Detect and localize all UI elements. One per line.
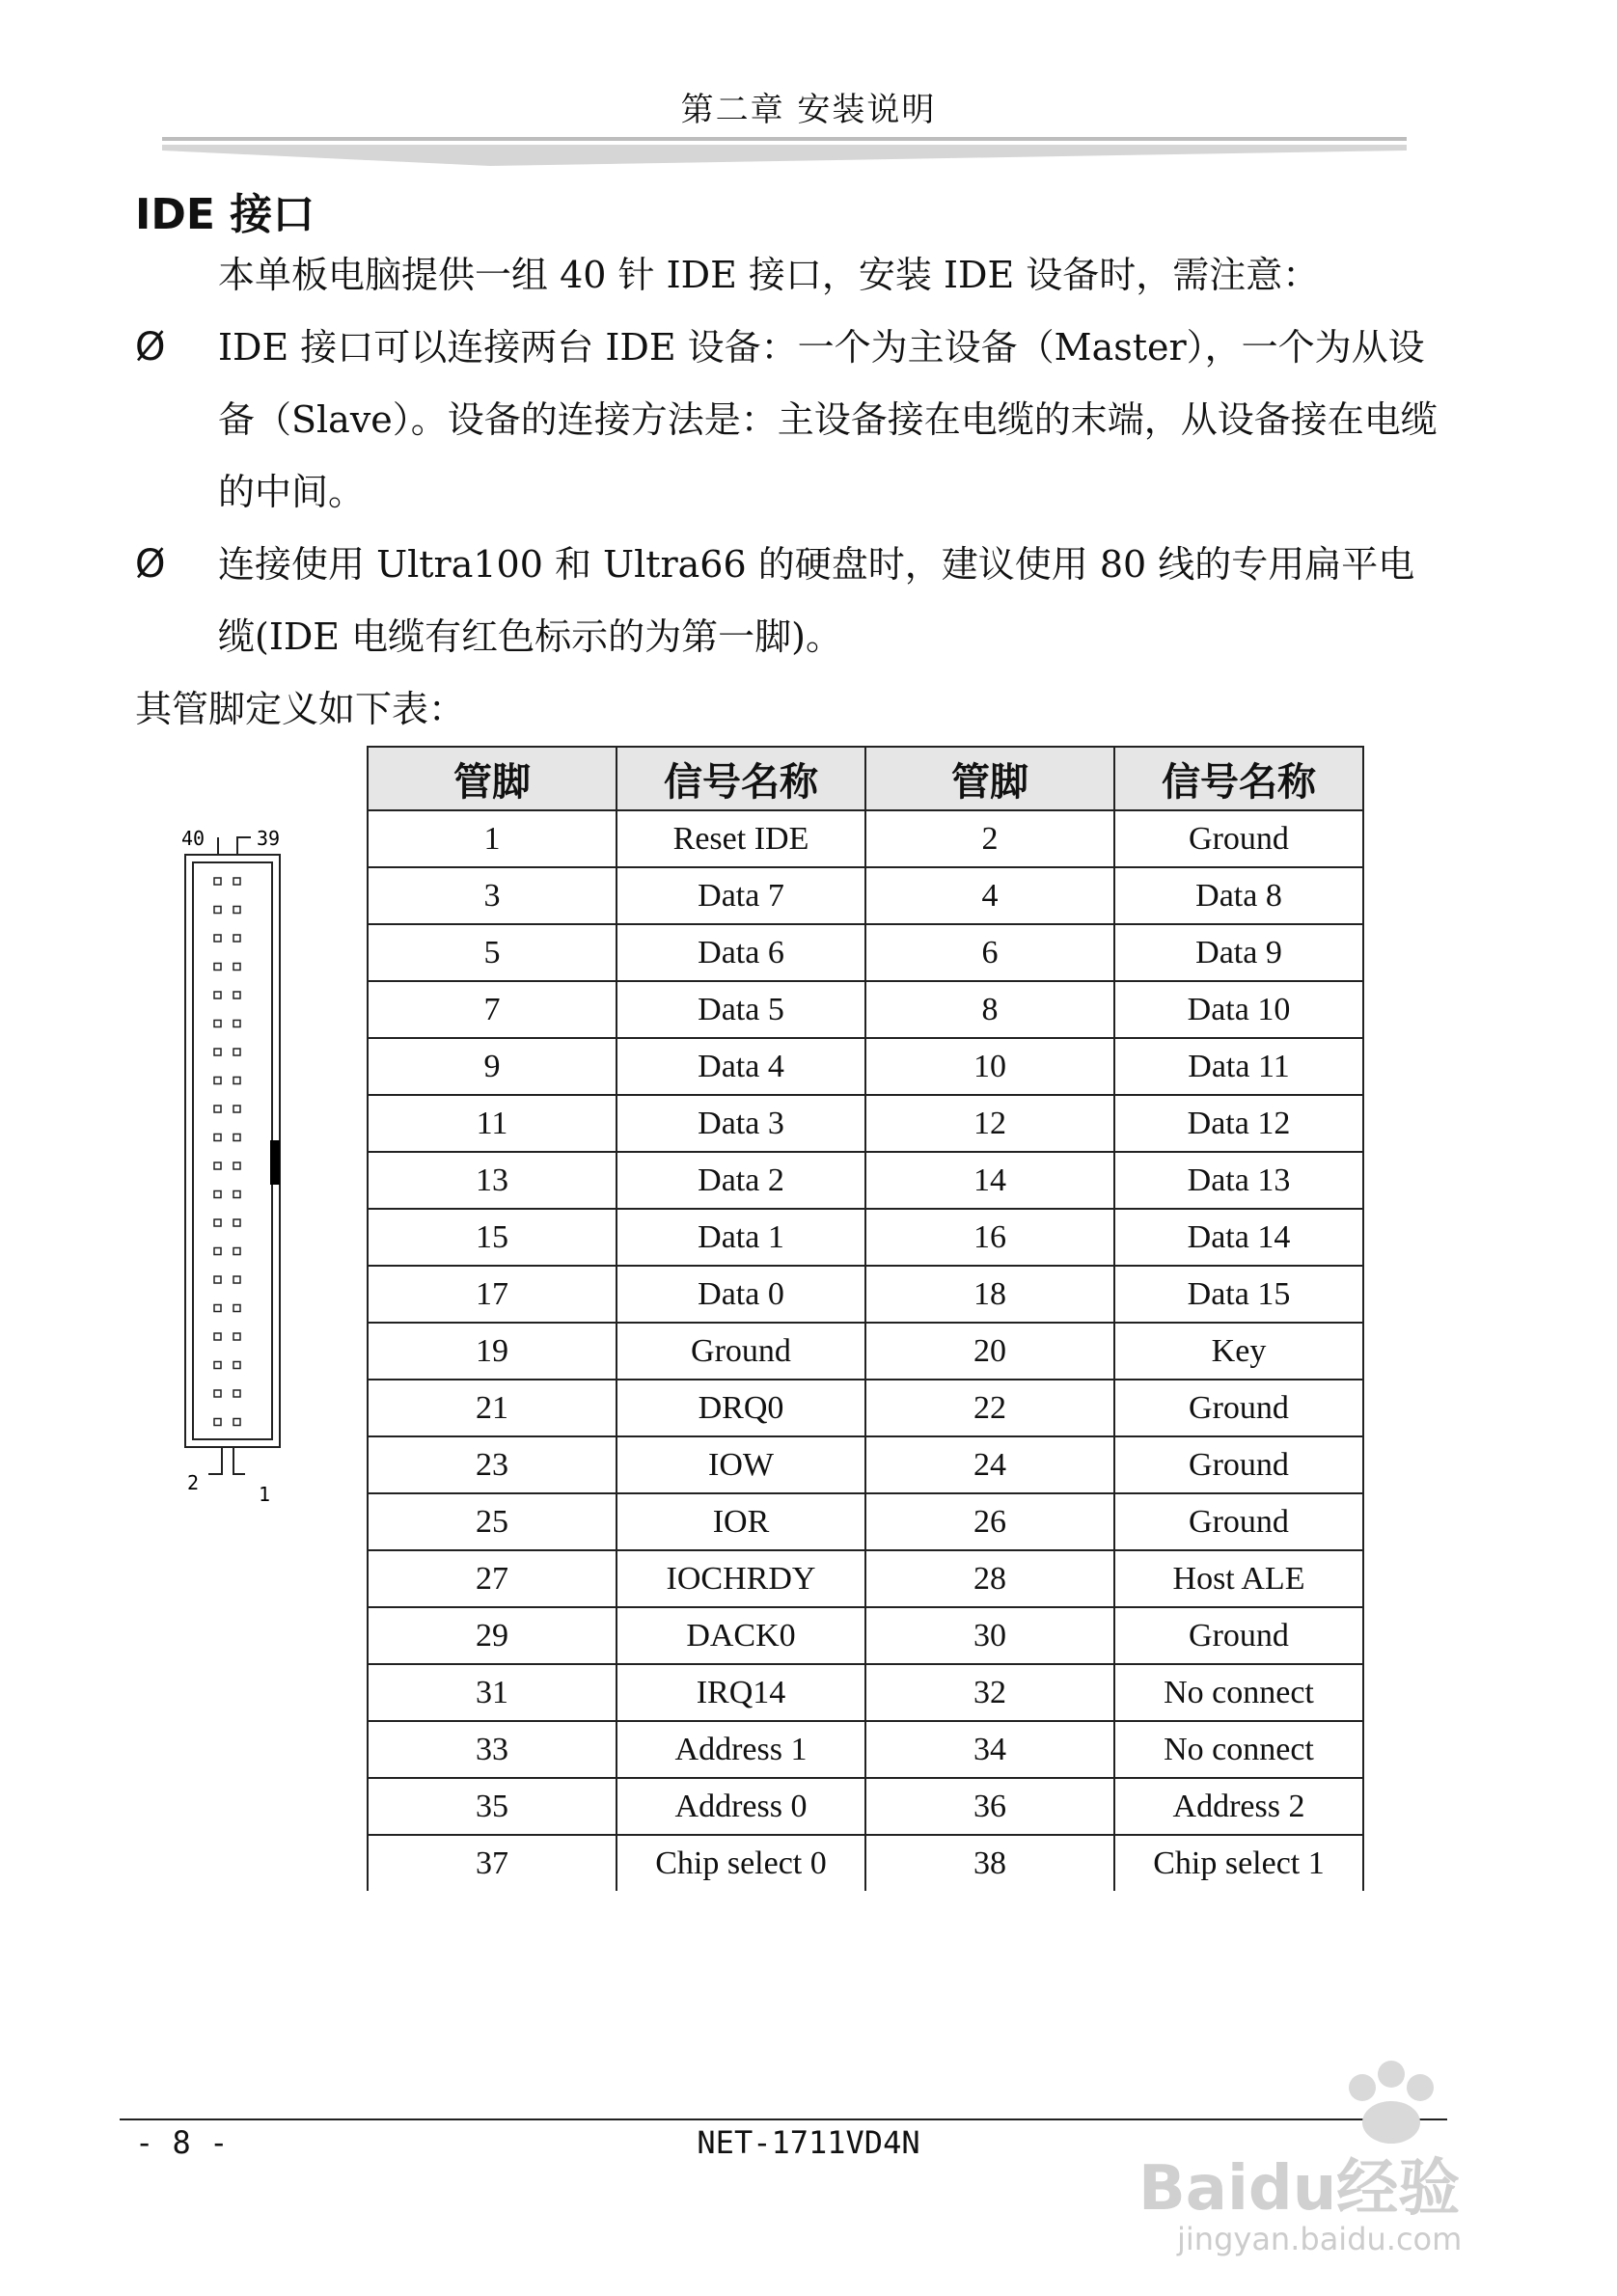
- signal-name-cell: Ground: [1114, 1436, 1363, 1493]
- pin-square: [233, 1248, 240, 1255]
- pin-number-cell: 34: [865, 1721, 1114, 1778]
- signal-name-cell: Data 5: [617, 981, 865, 1038]
- table-row: [368, 1607, 1363, 1664]
- pin-square: [233, 878, 240, 885]
- bullet-icon: Ø: [135, 542, 166, 587]
- signal-name-cell: Key: [1114, 1323, 1363, 1380]
- signal-name-cell: IOCHRDY: [617, 1550, 865, 1607]
- header-divider: [162, 137, 1407, 168]
- pin-square: [214, 1134, 221, 1141]
- pin-square: [214, 964, 221, 970]
- pin-number-cell: 9: [368, 1038, 617, 1095]
- paw-toe: [1407, 2074, 1434, 2101]
- signal-name-cell: Chip select 0: [617, 1835, 865, 1891]
- signal-name-cell: Data 1: [617, 1209, 865, 1266]
- pin-square: [214, 1419, 221, 1426]
- pin-square: [233, 1191, 240, 1198]
- pin-number-cell: 35: [368, 1778, 617, 1835]
- table-row: [368, 1209, 1363, 1266]
- connector-key-notch: [270, 1140, 280, 1185]
- signal-name-cell: Address 1: [617, 1721, 865, 1778]
- pin-square: [233, 1134, 240, 1141]
- bullet-text: IDE 接口可以连接两台 IDE 设备：一个为主设备（Master），一个为从设备（Slave）。设备的连接方法是：主设备接在电缆的末端，从设备接在电缆的中间。: [218, 326, 1438, 513]
- pin-square: [233, 1021, 240, 1027]
- table-row: [368, 1323, 1363, 1380]
- pin-label-1: 1: [259, 1483, 271, 1506]
- pin-number-cell: 10: [865, 1038, 1114, 1095]
- table-intro: 其管脚定义如下表：: [135, 688, 466, 730]
- pin-square: [233, 1219, 240, 1226]
- pin-number-cell: 19: [368, 1323, 617, 1380]
- signal-name-cell: Data 10: [1114, 981, 1363, 1038]
- pin-label-2: 2: [187, 1471, 200, 1494]
- pin-number-cell: 30: [865, 1607, 1114, 1664]
- pin-number-cell: 6: [865, 924, 1114, 981]
- pin-number-cell: 3: [368, 867, 617, 924]
- pin-square: [233, 1362, 240, 1369]
- table-row: [368, 1778, 1363, 1835]
- pin-number-cell: 1: [368, 810, 617, 867]
- signal-name-cell: Chip select 1: [1114, 1835, 1363, 1891]
- pin-number-cell: 24: [865, 1436, 1114, 1493]
- signal-name-cell: No connect: [1114, 1721, 1363, 1778]
- header-pin: 管脚: [368, 747, 617, 810]
- pin-number-cell: 26: [865, 1493, 1114, 1550]
- pin-grid: [214, 878, 240, 1426]
- signal-name-cell: DACK0: [617, 1607, 865, 1664]
- pin-number-cell: 20: [865, 1323, 1114, 1380]
- pin-square: [233, 1078, 240, 1084]
- pin-number-cell: 31: [368, 1664, 617, 1721]
- pin-square: [214, 1333, 221, 1340]
- pin-square: [214, 1219, 221, 1226]
- pin-number-cell: 18: [865, 1266, 1114, 1323]
- signal-name-cell: DRQ0: [617, 1380, 865, 1436]
- pin-number-cell: 17: [368, 1266, 617, 1323]
- signal-name-cell: Data 12: [1114, 1095, 1363, 1152]
- pin-number-cell: 33: [368, 1721, 617, 1778]
- pin-number-cell: 15: [368, 1209, 617, 1266]
- pin-number-cell: 11: [368, 1095, 617, 1152]
- signal-name-cell: Data 3: [617, 1095, 865, 1152]
- pin-square: [214, 1276, 221, 1283]
- signal-name-cell: Ground: [617, 1323, 865, 1380]
- section-title: IDE 接口: [135, 190, 315, 239]
- pin-number-cell: 8: [865, 981, 1114, 1038]
- pin-square: [214, 1248, 221, 1255]
- signal-name-cell: Data 15: [1114, 1266, 1363, 1323]
- table-row: [368, 1152, 1363, 1209]
- bullet-text: 连接使用 Ultra100 和 Ultra66 的硬盘时，建议使用 80 线的专用扁平电缆(IDE 电缆有红色标示的为第一脚)。: [218, 543, 1415, 658]
- table-row: [368, 1038, 1363, 1095]
- signal-name-cell: Host ALE: [1114, 1550, 1363, 1607]
- connector-inner-frame: [193, 862, 272, 1439]
- watermark-url: jingyan.baidu.com: [1177, 2221, 1463, 2257]
- paw-toe: [1378, 2061, 1405, 2088]
- pin-number-cell: 38: [865, 1835, 1114, 1891]
- signal-name-cell: IOW: [617, 1436, 865, 1493]
- pin-number-cell: 29: [368, 1607, 617, 1664]
- pin-square: [214, 1305, 221, 1312]
- header-pin: 管脚: [865, 747, 1114, 810]
- table-row: [368, 1550, 1363, 1607]
- pin-number-cell: 27: [368, 1550, 617, 1607]
- signal-name-cell: IRQ14: [617, 1664, 865, 1721]
- footer-model: NET-1711VD4N: [697, 2124, 920, 2161]
- connector-outer-frame: [185, 855, 280, 1447]
- table-row: [368, 1095, 1363, 1152]
- pin-square: [233, 1106, 240, 1112]
- signal-name-cell: Data 8: [1114, 867, 1363, 924]
- pin-number-cell: 36: [865, 1778, 1114, 1835]
- pin-number-cell: 7: [368, 981, 617, 1038]
- baidu-watermark: [1138, 2026, 1544, 2257]
- page-header: 第二章 安装说明: [680, 91, 937, 129]
- pin-label-39: 39: [257, 827, 281, 850]
- signal-name-cell: No connect: [1114, 1664, 1363, 1721]
- pin-square: [214, 1106, 221, 1112]
- pin-lead-39: [237, 837, 251, 855]
- signal-name-cell: Reset IDE: [617, 810, 865, 867]
- signal-name-cell: Ground: [1114, 810, 1363, 867]
- intro-paragraph: 本单板电脑提供一组 40 针 IDE 接口，安装 IDE 设备时，需注意：: [218, 254, 1320, 296]
- pin-number-cell: 14: [865, 1152, 1114, 1209]
- table-row: [368, 1835, 1363, 1891]
- table-row: [368, 1493, 1363, 1550]
- pin-square: [233, 1419, 240, 1426]
- pin-square: [233, 1276, 240, 1283]
- table-header-row: [368, 747, 1363, 810]
- pin-number-cell: 4: [865, 867, 1114, 924]
- pin-number-cell: 13: [368, 1152, 617, 1209]
- pin-square: [233, 1305, 240, 1312]
- pin-square: [233, 1049, 240, 1055]
- pin-square: [214, 1390, 221, 1397]
- signal-name-cell: Ground: [1114, 1380, 1363, 1436]
- signal-name-cell: Address 0: [617, 1778, 865, 1835]
- signal-name-cell: Data 14: [1114, 1209, 1363, 1266]
- header-signal: 信号名称: [617, 747, 865, 810]
- table-row: [368, 867, 1363, 924]
- pin-number-cell: 2: [865, 810, 1114, 867]
- pinout-table-body: [368, 810, 1363, 1891]
- pin-number-cell: 28: [865, 1550, 1114, 1607]
- signal-name-cell: Ground: [1114, 1607, 1363, 1664]
- pin-square: [233, 992, 240, 998]
- pin-number-cell: 21: [368, 1380, 617, 1436]
- pin-number-cell: 12: [865, 1095, 1114, 1152]
- table-row: [368, 1721, 1363, 1778]
- signal-name-cell: Data 6: [617, 924, 865, 981]
- ide-connector-diagram: [174, 822, 309, 1517]
- signal-name-cell: Data 11: [1114, 1038, 1363, 1095]
- pin-square: [214, 878, 221, 885]
- pin-square: [233, 1333, 240, 1340]
- table-row: [368, 981, 1363, 1038]
- page-number: - 8 -: [135, 2124, 229, 2161]
- pin-square: [214, 1078, 221, 1084]
- pin-number-cell: 5: [368, 924, 617, 981]
- pin-lead-2: [208, 1447, 222, 1474]
- pin-lead-1: [233, 1447, 245, 1474]
- pin-square: [214, 907, 221, 914]
- pin-square: [233, 1162, 240, 1169]
- pin-square: [214, 1162, 221, 1169]
- pin-square: [214, 1021, 221, 1027]
- pin-number-cell: 37: [368, 1835, 617, 1891]
- watermark-brand: Baidu经验: [1138, 2153, 1461, 2225]
- pin-square: [233, 907, 240, 914]
- pin-number-cell: 22: [865, 1380, 1114, 1436]
- pinout-table: [367, 746, 1364, 1891]
- header-signal: 信号名称: [1114, 747, 1363, 810]
- pin-number-cell: 32: [865, 1664, 1114, 1721]
- table-row: [368, 1436, 1363, 1493]
- signal-name-cell: Data 2: [617, 1152, 865, 1209]
- pin-square: [233, 1390, 240, 1397]
- signal-name-cell: Data 7: [617, 867, 865, 924]
- pin-square: [214, 1362, 221, 1369]
- table-row: [368, 1266, 1363, 1323]
- pin-square: [214, 992, 221, 998]
- signal-name-cell: IOR: [617, 1493, 865, 1550]
- signal-name-cell: Address 2: [1114, 1778, 1363, 1835]
- signal-name-cell: Data 9: [1114, 924, 1363, 981]
- table-row: [368, 1380, 1363, 1436]
- pin-label-40: 40: [181, 827, 206, 850]
- pin-number-cell: 25: [368, 1493, 617, 1550]
- pin-number-cell: 23: [368, 1436, 617, 1493]
- bullet-icon: Ø: [135, 325, 166, 369]
- pin-square: [214, 935, 221, 942]
- pin-number-cell: 16: [865, 1209, 1114, 1266]
- signal-name-cell: Ground: [1114, 1493, 1363, 1550]
- signal-name-cell: Data 13: [1114, 1152, 1363, 1209]
- table-row: [368, 810, 1363, 867]
- signal-name-cell: Data 0: [617, 1266, 865, 1323]
- pin-square: [233, 964, 240, 970]
- pin-square: [233, 935, 240, 942]
- paw-pad: [1362, 2101, 1420, 2144]
- pin-square: [214, 1191, 221, 1198]
- table-row: [368, 1664, 1363, 1721]
- table-row: [368, 924, 1363, 981]
- paw-toe: [1349, 2074, 1376, 2101]
- pin-square: [214, 1049, 221, 1055]
- signal-name-cell: Data 4: [617, 1038, 865, 1095]
